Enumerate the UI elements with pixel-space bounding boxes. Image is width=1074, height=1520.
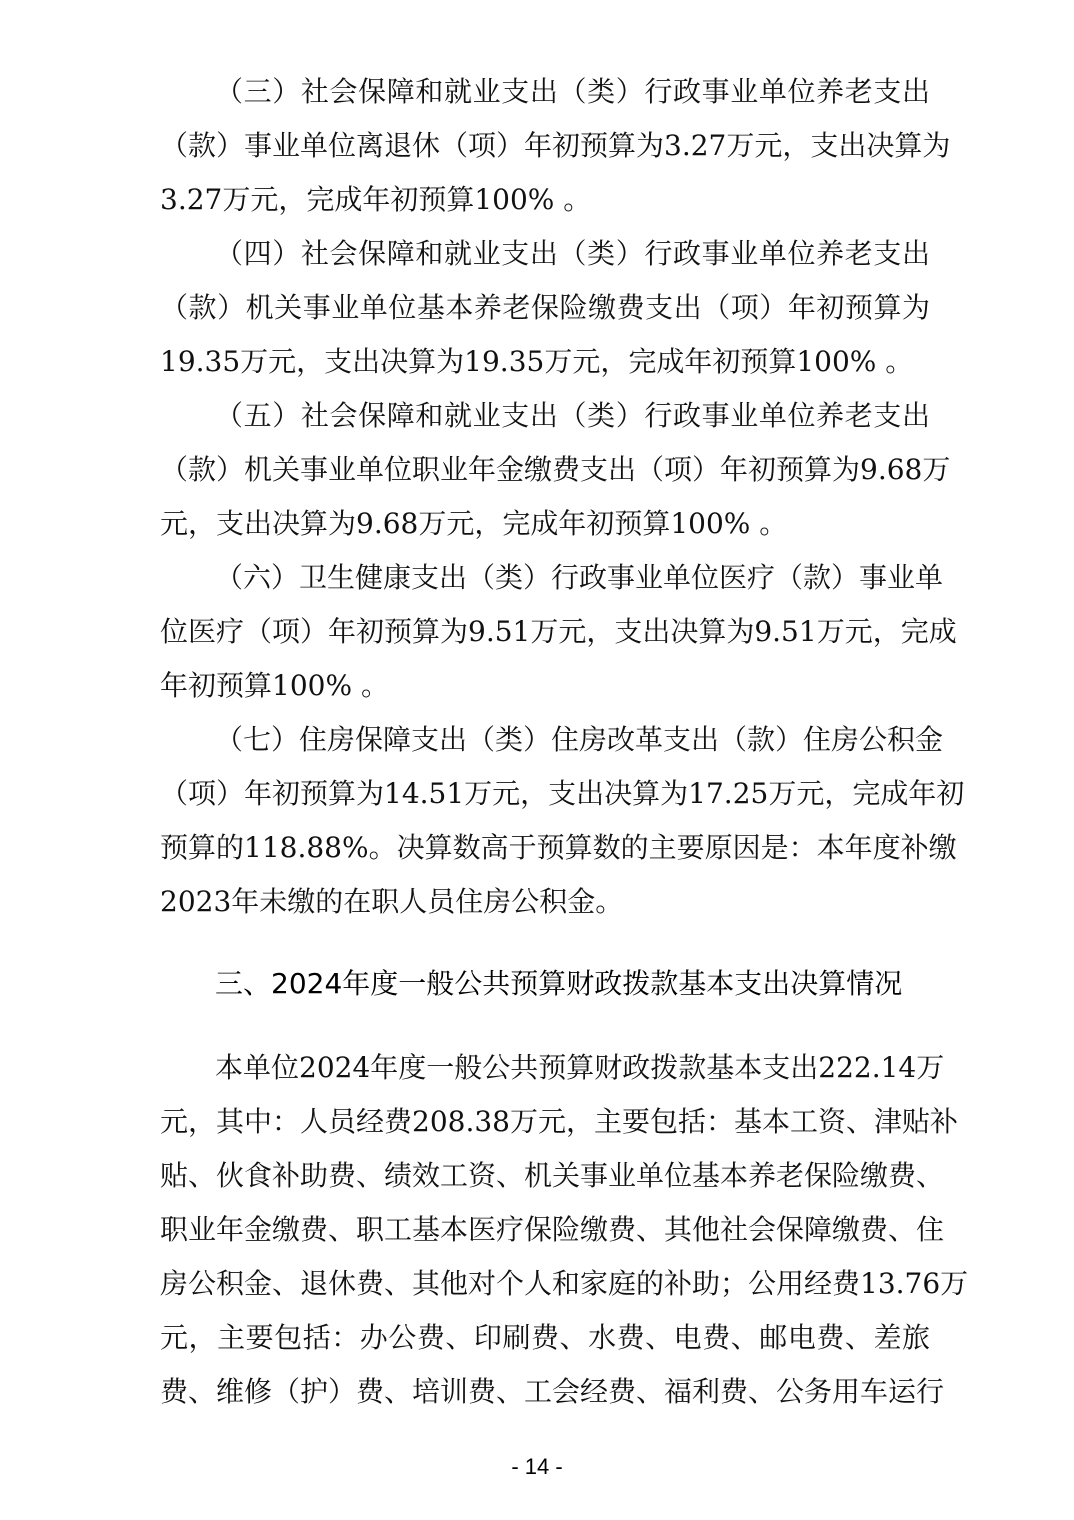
paragraph-3-line-1: （三）社会保障和就业支出（类）行政事业单位养老支出 [215, 75, 930, 108]
body-paragraph-line-2: 元，其中：人员经费208.38万元，主要包括：基本工资、津贴补 [160, 1105, 958, 1138]
paragraph-6-line-2: 位医疗（项）年初预算为9.51万元，支出决算为9.51万元，完成 [160, 615, 957, 648]
paragraph-3-line-2: （款）事业单位离退休（项）年初预算为3.27万元，支出决算为 [160, 129, 951, 162]
paragraph-7-line-2: （项）年初预算为14.51万元，支出决算为17.25万元，完成年初 [160, 777, 965, 810]
page-number: - 14 - [511, 1454, 563, 1479]
paragraph-6-line-1: （六）卫生健康支出（类）行政事业单位医疗（款）事业单 [215, 561, 944, 594]
body-paragraph-line-7: 费、维修（护）费、培训费、工会经费、福利费、公务用车运行 [160, 1375, 945, 1408]
body-paragraph-line-1: 本单位2024年度一般公共预算财政拨款基本支出222.14万 [215, 1051, 945, 1084]
paragraph-4-line-3: 19.35万元，支出决算为19.35万元，完成年初预算100% 。 [160, 345, 914, 378]
body-paragraph-line-4: 职业年金缴费、职工基本医疗保险缴费、其他社会保障缴费、住 [160, 1213, 945, 1246]
paragraph-7-line-4: 2023年未缴的在职人员住房公积金。 [160, 885, 624, 918]
section-heading: 三、2024年度一般公共预算财政拨款基本支出决算情况 [215, 967, 903, 1000]
body-paragraph-line-6: 元，主要包括：办公费、印刷费、水费、电费、邮电费、差旅 [160, 1321, 930, 1354]
paragraph-5-line-3: 元，支出决算为9.68万元，完成年初预算100% 。 [160, 507, 788, 540]
paragraph-4-line-1: （四）社会保障和就业支出（类）行政事业单位养老支出 [215, 237, 930, 270]
paragraph-7-line-3: 预算的118.88%。决算数高于预算数的主要原因是：本年度补缴 [160, 831, 957, 864]
paragraph-4-line-2: （款）机关事业单位基本养老保险缴费支出（项）年初预算为 [160, 291, 930, 324]
paragraph-7-line-1: （七）住房保障支出（类）住房改革支出（款）住房公积金 [215, 723, 944, 756]
paragraph-6-line-3: 年初预算100% 。 [160, 669, 389, 702]
body-paragraph-line-3: 贴、伙食补助费、绩效工资、机关事业单位基本养老保险缴费、 [160, 1159, 945, 1192]
paragraph-5-line-1: （五）社会保障和就业支出（类）行政事业单位养老支出 [215, 399, 930, 432]
paragraph-5-line-2: （款）机关事业单位职业年金缴费支出（项）年初预算为9.68万 [160, 453, 951, 486]
paragraph-3-line-3: 3.27万元，完成年初预算100% 。 [160, 183, 592, 216]
body-paragraph-line-5: 房公积金、退休费、其他对个人和家庭的补助；公用经费13.76万 [160, 1267, 969, 1300]
